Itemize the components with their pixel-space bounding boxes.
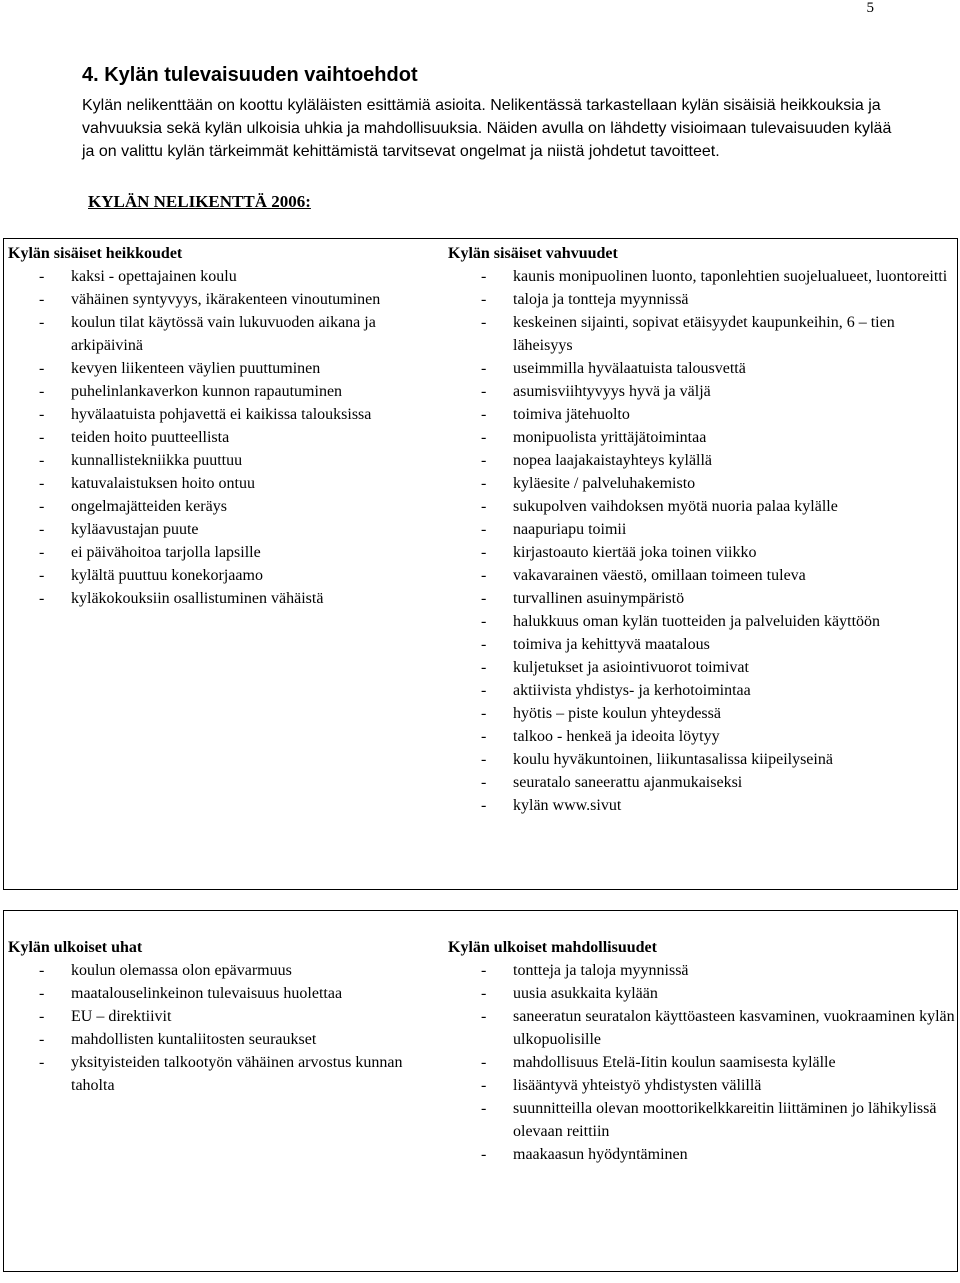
list-item-text: naapuriapu toimii xyxy=(513,521,627,538)
threats-title: Kylän ulkoiset uhat xyxy=(8,939,143,956)
list-item xyxy=(448,679,958,702)
list-item-text: ongelmajätteiden keräys xyxy=(71,498,227,515)
swot-title: KYLÄN NELIKENTTÄ 2006: xyxy=(88,192,311,211)
list-item-text: vakavarainen väestö, omillaan toimeen tuleva xyxy=(513,567,806,584)
list-item xyxy=(448,380,958,403)
list-item-text: ei päivähoitoa tarjolla lapsille xyxy=(71,544,261,561)
list-item-text: yksityisteiden talkootyön vähäinen arvostus kunnan taholta xyxy=(71,1054,403,1094)
bullet-dash: - xyxy=(39,567,45,584)
list-item xyxy=(448,518,958,541)
bullet-dash: - xyxy=(481,1100,487,1117)
list-item-text: kunnallistekniikka puuttuu xyxy=(71,452,243,469)
bullet-dash: - xyxy=(481,636,487,653)
list-item-text: katuvalaistuksen hoito ontuu xyxy=(71,475,255,492)
list-item xyxy=(8,1005,448,1028)
list-item-text: turvallinen asuinympäristö xyxy=(513,590,685,607)
list-item-text: talkoo - henkeä ja ideoita löytyy xyxy=(513,728,720,745)
bullet-dash: - xyxy=(39,268,45,285)
bullet-dash: - xyxy=(481,659,487,676)
list-item xyxy=(448,311,958,357)
list-item xyxy=(8,357,448,380)
list-item-text: kaksi - opettajainen koulu xyxy=(71,268,237,285)
list-item-text: maatalouselinkeinon tulevaisuus huolettaa xyxy=(71,985,343,1002)
bullet-dash: - xyxy=(481,1146,487,1163)
list-item-text: aktiivista yhdistys- ja kerhotoimintaa xyxy=(513,682,751,699)
bullet-dash: - xyxy=(39,590,45,607)
list-item-text: sukupolven vaihdoksen myötä nuoria palaa kylälle xyxy=(513,498,838,515)
section-heading: 4. Kylän tulevaisuuden vaihtoehdot xyxy=(82,64,418,86)
list-item xyxy=(448,1097,958,1143)
bullet-dash: - xyxy=(481,498,487,515)
list-item xyxy=(8,564,448,587)
bullet-dash: - xyxy=(39,1008,45,1025)
list-item xyxy=(8,1051,448,1097)
list-item-text: vähäinen syntyvyys, ikärakenteen vinoutuminen xyxy=(71,291,381,308)
list-item xyxy=(448,403,958,426)
list-item-text: uusia asukkaita kylään xyxy=(513,985,658,1002)
list-item-text: kyläavustajan puute xyxy=(71,521,199,538)
weaknesses-title: Kylän sisäiset heikkoudet xyxy=(8,245,183,262)
list-item-text: mahdollisuus Etelä-Iitin koulun saamisesta kylälle xyxy=(513,1054,836,1071)
list-item xyxy=(448,748,958,771)
list-item-text: kuljetukset ja asiointivuorot toimivat xyxy=(513,659,749,676)
bullet-dash: - xyxy=(481,452,487,469)
list-item-text: teiden hoito puutteellista xyxy=(71,429,230,446)
list-item-text: puhelinlankaverkon kunnon rapautuminen xyxy=(71,383,343,400)
list-item xyxy=(448,357,958,380)
list-item-text: maakaasun hyödyntäminen xyxy=(513,1146,688,1163)
list-item xyxy=(448,725,958,748)
strengths-list xyxy=(448,265,958,817)
list-item xyxy=(8,311,448,357)
bullet-dash: - xyxy=(39,314,45,331)
list-item xyxy=(8,380,448,403)
list-item-text: hyötis – piste koulun yhteydessä xyxy=(513,705,721,722)
bullet-dash: - xyxy=(481,590,487,607)
list-item-text: koulun tilat käytössä vain lukuvuoden aikana ja arkipäivinä xyxy=(71,314,376,354)
list-item-text: lisääntyvä yhteistyö yhdistysten välillä xyxy=(513,1077,762,1094)
list-item xyxy=(448,288,958,311)
list-item xyxy=(8,587,448,610)
bullet-dash: - xyxy=(39,985,45,1002)
list-item-text: kirjastoauto kiertää joka toinen viikko xyxy=(513,544,757,561)
bullet-dash: - xyxy=(481,268,487,285)
bullet-dash: - xyxy=(39,291,45,308)
bullet-dash: - xyxy=(481,682,487,699)
list-item xyxy=(8,1028,448,1051)
list-item xyxy=(448,495,958,518)
intro-paragraph: Kylän nelikenttään on koottu kyläläisten esittämiä asioita. Nelikentässä tarkastellaan kylän sisäisiä heikkouksia ja vahvuuksia sekä kylän ulkoisia uhkia ja mahdollisuuksia. Näiden avulla on lähdetty visioimaan tulevaisuuden kylää ja on valittu kylän tärkeimmät kehittämistä tarvitsevat ongelmat ja niistä johdetut tavoitteet. xyxy=(82,97,892,160)
list-item xyxy=(448,656,958,679)
bullet-dash: - xyxy=(481,314,487,331)
list-item-text: nopea laajakaistayhteys kylällä xyxy=(513,452,713,469)
list-item-text: koulun olemassa olon epävarmuus xyxy=(71,962,292,979)
list-item-text: kylän www.sivut xyxy=(513,797,622,814)
threats-column xyxy=(8,936,448,1097)
list-item-text: asumisviihtyvyys hyvä ja väljä xyxy=(513,383,711,400)
bullet-dash: - xyxy=(481,774,487,791)
list-item xyxy=(448,426,958,449)
swot-internal-table xyxy=(3,238,958,890)
list-item-text: halukkuus oman kylän tuotteiden ja palveluiden käyttöön xyxy=(513,613,881,630)
list-item-text: tontteja ja taloja myynnissä xyxy=(513,962,689,979)
list-item xyxy=(8,449,448,472)
bullet-dash: - xyxy=(39,475,45,492)
list-item xyxy=(448,541,958,564)
bullet-dash: - xyxy=(481,962,487,979)
list-item xyxy=(448,959,958,982)
list-item xyxy=(448,794,958,817)
list-item xyxy=(448,587,958,610)
bullet-dash: - xyxy=(481,613,487,630)
list-item xyxy=(8,959,448,982)
bullet-dash: - xyxy=(39,452,45,469)
bullet-dash: - xyxy=(481,728,487,745)
bullet-dash: - xyxy=(481,406,487,423)
list-item-text: toimiva ja kehittyvä maatalous xyxy=(513,636,710,653)
list-item xyxy=(448,265,958,288)
list-item-text: keskeinen sijainti, sopivat etäisyydet kaupunkeihin, 6 – tien läheisyys xyxy=(513,314,895,354)
list-item xyxy=(448,633,958,656)
bullet-dash: - xyxy=(481,544,487,561)
list-item xyxy=(8,982,448,1005)
swot-external-table xyxy=(3,910,958,1272)
strengths-column xyxy=(448,242,958,817)
bullet-dash: - xyxy=(39,360,45,377)
bullet-dash: - xyxy=(39,521,45,538)
strengths-title: Kylän sisäiset vahvuudet xyxy=(448,245,618,262)
bullet-dash: - xyxy=(481,521,487,538)
bullet-dash: - xyxy=(481,360,487,377)
opportunities-column xyxy=(448,936,958,1166)
bullet-dash: - xyxy=(39,544,45,561)
bullet-dash: - xyxy=(481,567,487,584)
bullet-dash: - xyxy=(39,498,45,515)
bullet-dash: - xyxy=(39,1054,45,1071)
list-item-text: kaunis monipuolinen luonto, taponlehtien suojelualueet, luontoreitti xyxy=(513,268,948,285)
list-item-text: taloja ja tontteja myynnissä xyxy=(513,291,689,308)
bullet-dash: - xyxy=(39,962,45,979)
list-item-text: mahdollisten kuntaliitosten seuraukset xyxy=(71,1031,317,1048)
bullet-dash: - xyxy=(39,429,45,446)
list-item-text: hyvälaatuista pohjavettä ei kaikissa talouksissa xyxy=(71,406,372,423)
list-item xyxy=(8,426,448,449)
bullet-dash: - xyxy=(481,291,487,308)
bullet-dash: - xyxy=(481,751,487,768)
bullet-dash: - xyxy=(481,1008,487,1025)
list-item xyxy=(8,288,448,311)
list-item xyxy=(8,265,448,288)
bullet-dash: - xyxy=(481,1077,487,1094)
bullet-dash: - xyxy=(481,429,487,446)
bullet-dash: - xyxy=(39,1031,45,1048)
bullet-dash: - xyxy=(481,383,487,400)
list-item-text: kylältä puuttuu konekorjaamo xyxy=(71,567,263,584)
list-item xyxy=(448,771,958,794)
opportunities-title: Kylän ulkoiset mahdollisuudet xyxy=(448,939,657,956)
list-item xyxy=(448,1074,958,1097)
weaknesses-list xyxy=(8,265,448,610)
list-item xyxy=(8,541,448,564)
page-number: 5 xyxy=(866,0,874,16)
list-item-text: saneeratun seuratalon käyttöasteen kasvaminen, vuokraaminen kylän ulkopuolisille xyxy=(513,1008,955,1048)
list-item-text: suunnitteilla olevan moottorikelkkareitin liittäminen jo lähikylissä olevaan reittiin xyxy=(513,1100,937,1140)
list-item xyxy=(8,403,448,426)
list-item xyxy=(448,1143,958,1166)
list-item xyxy=(448,1005,958,1051)
list-item-text: koulu hyväkuntoinen, liikuntasalissa kiipeilyseinä xyxy=(513,751,833,768)
list-item-text: EU – direktiivit xyxy=(71,1008,172,1025)
list-item xyxy=(448,1051,958,1074)
list-item-text: seuratalo saneerattu ajanmukaiseksi xyxy=(513,774,743,791)
list-item-text: kevyen liikenteen väylien puuttuminen xyxy=(71,360,321,377)
list-item xyxy=(448,982,958,1005)
bullet-dash: - xyxy=(481,705,487,722)
list-item xyxy=(448,610,958,633)
list-item-text: toimiva jätehuolto xyxy=(513,406,630,423)
bullet-dash: - xyxy=(39,406,45,423)
bullet-dash: - xyxy=(481,1054,487,1071)
opportunities-list xyxy=(448,959,958,1166)
list-item-text: monipuolista yrittäjätoimintaa xyxy=(513,429,707,446)
weaknesses-column xyxy=(8,242,448,610)
bullet-dash: - xyxy=(481,797,487,814)
list-item-text: kyläesite / palveluhakemisto xyxy=(513,475,696,492)
list-item xyxy=(448,449,958,472)
list-item-text: useimmilla hyvälaatuista talousvettä xyxy=(513,360,746,377)
bullet-dash: - xyxy=(39,383,45,400)
list-item-text: kyläkokouksiin osallistuminen vähäistä xyxy=(71,590,324,607)
list-item xyxy=(8,472,448,495)
list-item xyxy=(448,472,958,495)
bullet-dash: - xyxy=(481,475,487,492)
list-item xyxy=(448,564,958,587)
list-item xyxy=(448,702,958,725)
list-item xyxy=(8,495,448,518)
threats-list xyxy=(8,959,448,1097)
list-item xyxy=(8,518,448,541)
bullet-dash: - xyxy=(481,985,487,1002)
